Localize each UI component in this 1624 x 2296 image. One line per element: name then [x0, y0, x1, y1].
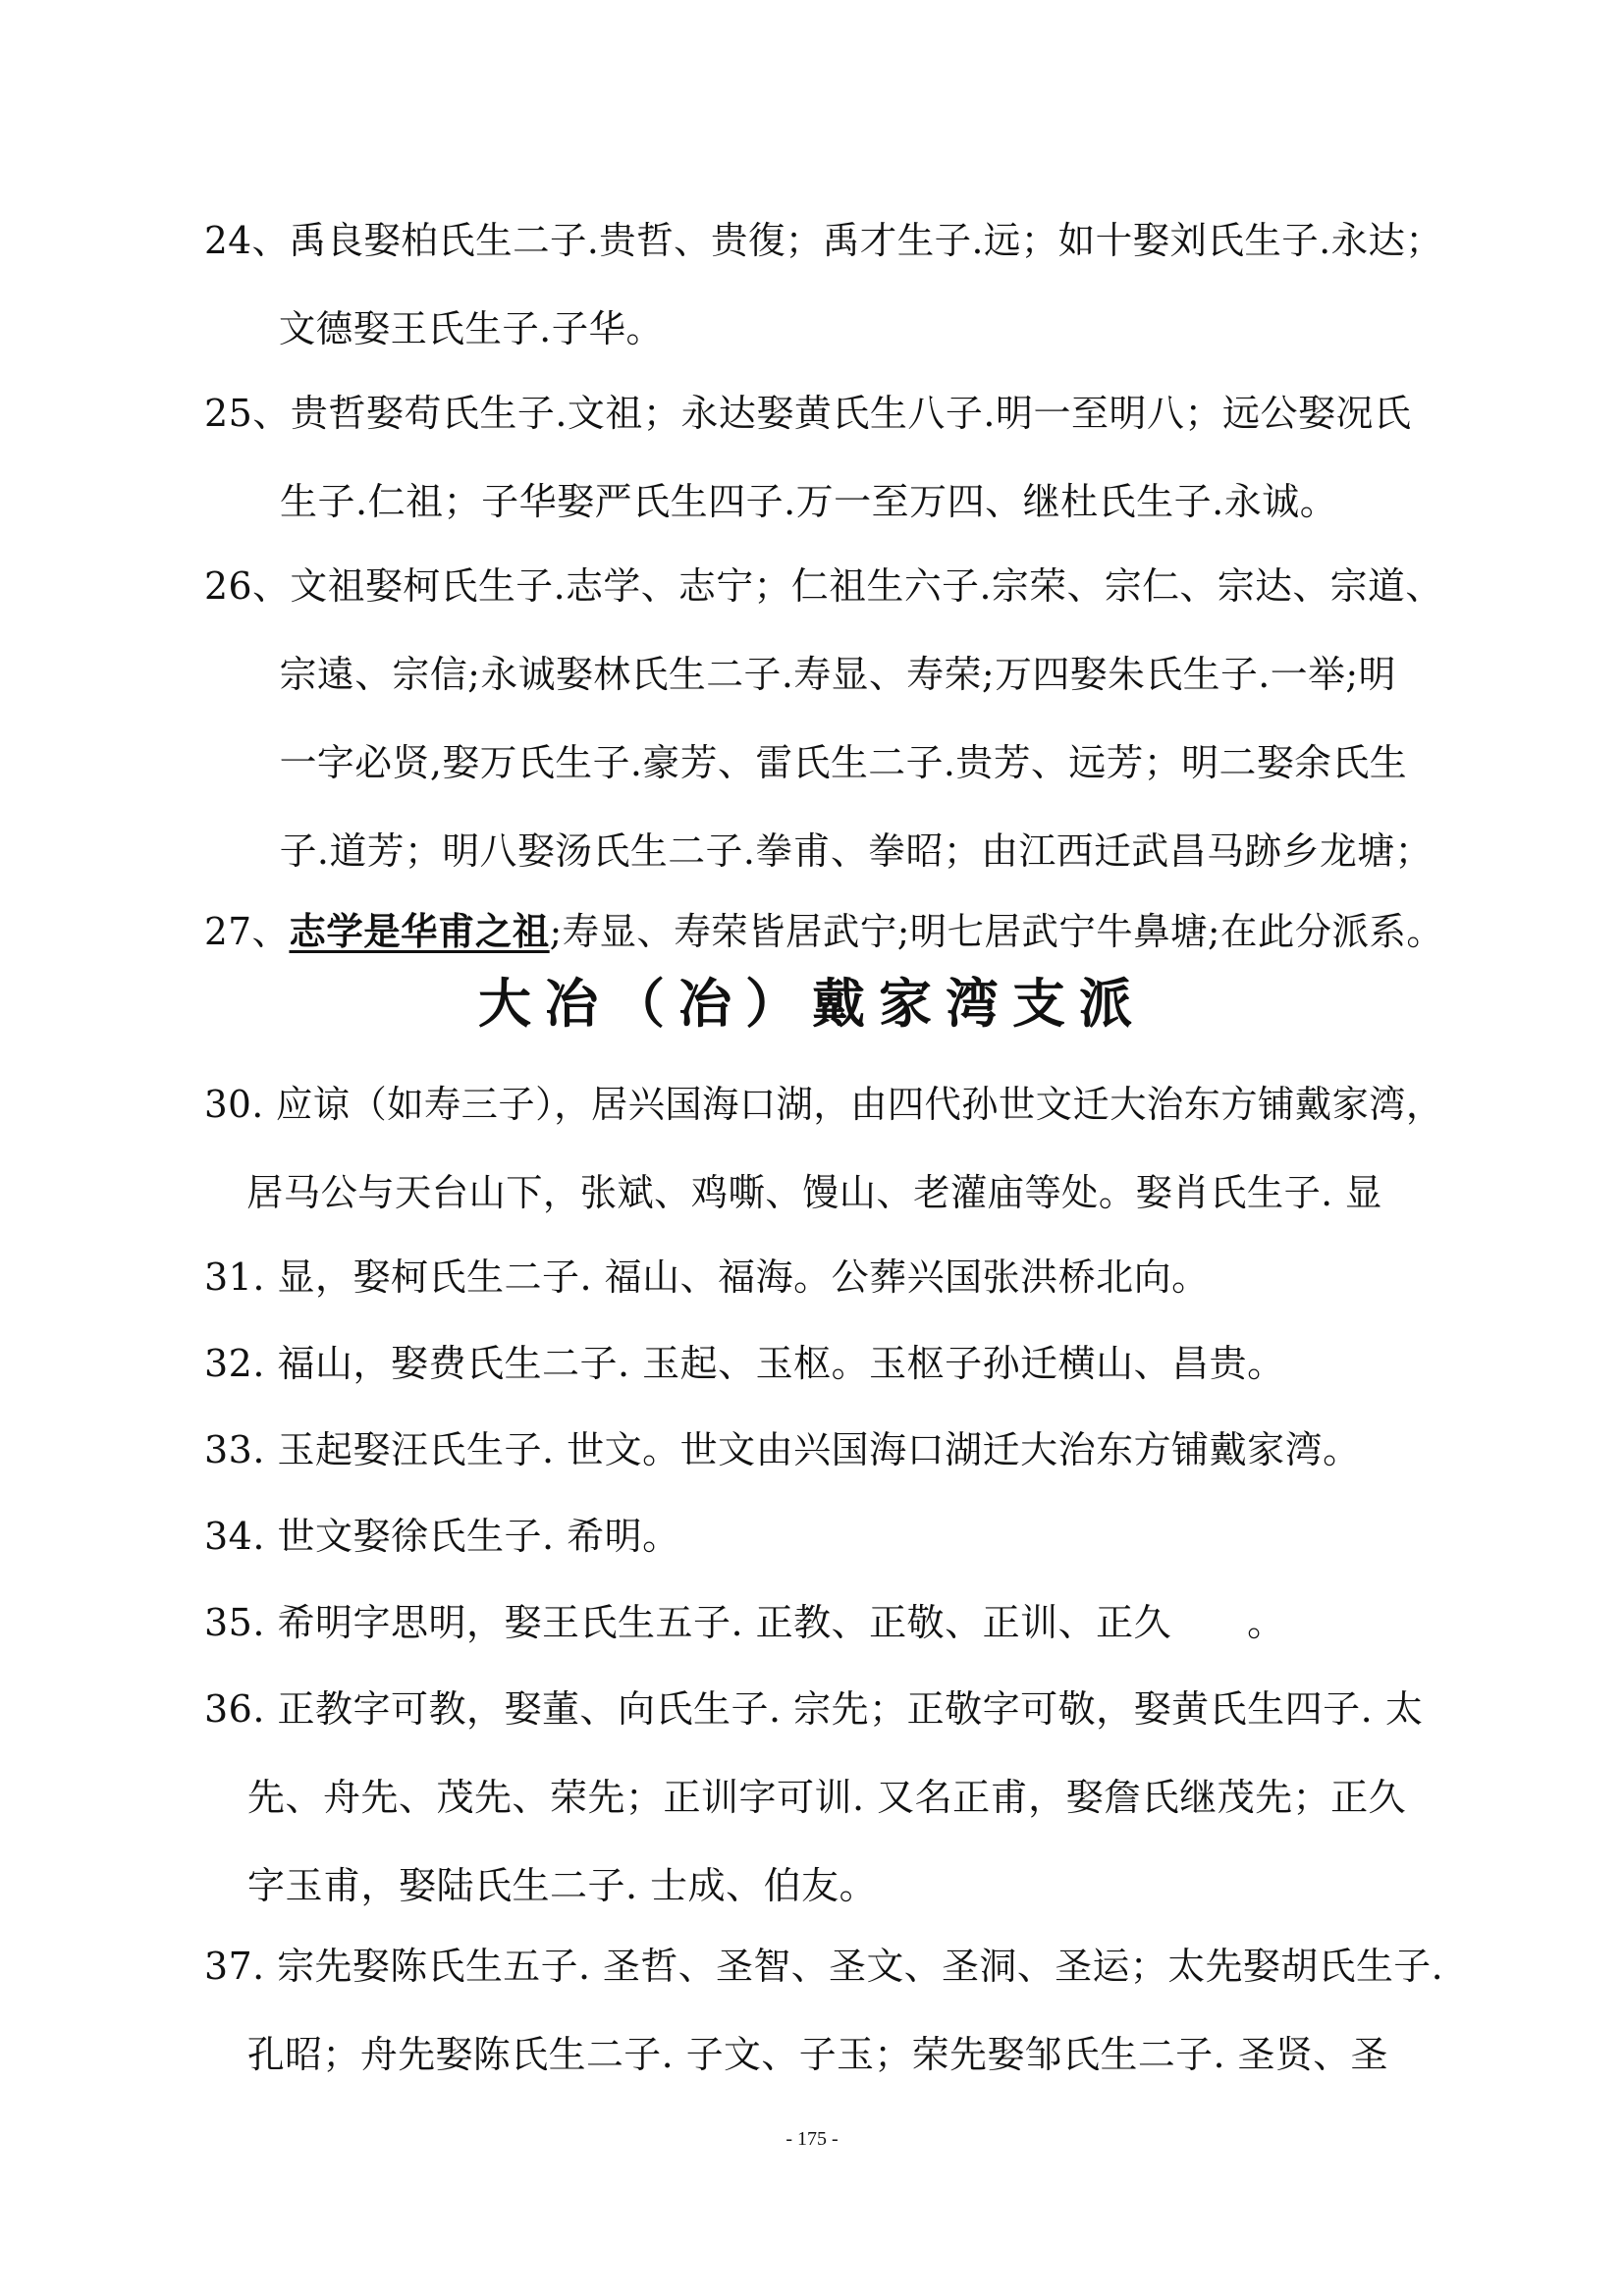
- entry-36-line-1: 36. 正教字可教，娶董、向氏生子. 宗先；正敬字可敬，娶黄氏生四子. 太: [204, 1687, 1424, 1731]
- entry-37-line-1: 37. 宗先娶陈氏生五子. 圣哲、圣智、圣文、圣洞、圣运；太先娶胡氏生子.: [204, 1945, 1444, 1988]
- entry-26-line-4: 子.道芳；明八娶汤氏生二子.拳甫、拳昭；由江西迁武昌马跡乡龙塘；: [279, 829, 1433, 873]
- entry-25-line-2: 生子.仁祖；子华娶严氏生四子.万一至万四、继杜氏生子.永诚。: [280, 480, 1338, 523]
- entry-34-line-1: 34. 世文娶徐氏生子. 希明。: [204, 1515, 680, 1558]
- entry-35: [204, 1578, 1285, 1667]
- entry-27-number: 27、: [204, 910, 290, 953]
- entry-37-line-2: 孔昭；舟先娶陈氏生二子. 子文、子玉；荣先娶邹氏生二子. 圣贤、圣: [246, 2033, 1388, 2076]
- entry-25-line-1: 25、贵哲娶苟氏生子.文祖；永达娶黄氏生八子.明一至明八；远公娶况氏: [204, 392, 1412, 435]
- entry-25: [204, 369, 1412, 546]
- entry-32-line-1: 32. 福山，娶费氏生二子. 玉起、玉枢。玉枢子孙迁横山、昌贵。: [204, 1342, 1285, 1385]
- entry-36-line-2: 先、舟先、茂先、荣先；正训字可训. 又名正甫，娶詹氏继茂先；正久: [247, 1776, 1407, 1819]
- entry-31-line-1: 31. 显，娶柯氏生二子. 福山、福海。公葬兴国张洪桥北向。: [204, 1255, 1210, 1299]
- entry-32: [204, 1319, 1285, 1408]
- entry-26-line-1: 26、文祖娶柯氏生子.志学、志宁；仁祖生六子.宗荣、宗仁、宗达、宗道、: [204, 564, 1443, 608]
- entry-24: [204, 196, 1462, 373]
- entry-27-emphasis: 志学是华甫之祖: [289, 909, 550, 953]
- entry-30: [204, 1060, 1469, 1237]
- entry-24-line-2: 文德娶王氏生子.子华。: [278, 307, 664, 350]
- entry-26-line-2: 宗遠、宗信;永诚娶林氏生二子.寿显、寿荣;万四娶朱氏生子.一举;明: [279, 653, 1396, 696]
- entry-26: [204, 542, 1449, 895]
- entry-33-line-1: 33. 玉起娶汪氏生子. 世文。世文由兴国海口湖迁大治东方铺戴家湾。: [204, 1428, 1361, 1471]
- entry-35-line-1: 35. 希明字思明，娶王氏生五子. 正教、正敬、正训、正久 。: [204, 1601, 1285, 1644]
- entry-30-line-1: 30. 应谅（如寿三子），居兴国海口湖，由四代孙世文迁大治东方铺戴家湾，: [204, 1083, 1443, 1126]
- entry-31: [204, 1233, 1210, 1321]
- entry-33: [204, 1406, 1361, 1494]
- entry-36-line-3: 字玉甫，娶陆氏生二子. 士成、伯友。: [247, 1864, 878, 1907]
- entry-34: [204, 1492, 680, 1580]
- entry-27-rest: ;寿显、寿荣皆居武宁;明七居武宁牛鼻塘;在此分派系。: [549, 910, 1444, 953]
- entry-24-line-1: 24、禹良娶柏氏生二子.贵哲、贵復；禹才生子.远；如十娶刘氏生子.永达；: [204, 219, 1443, 262]
- entry-37: [204, 1922, 1448, 2099]
- page-number: - 175 -: [785, 2128, 839, 2150]
- entry-36: [204, 1665, 1423, 1930]
- section-heading: 大冶（冶）戴家湾支派: [478, 972, 1146, 1035]
- entry-30-line-2: 居马公与天台山下，张斌、鸡嘶、馒山、老灌庙等处。娶肖氏生子. 显: [246, 1171, 1382, 1214]
- entry-26-line-3: 一字必贤,娶万氏生子.豪芳、雷氏生二子.贵芳、远芳；明二娶余氏生: [279, 741, 1408, 784]
